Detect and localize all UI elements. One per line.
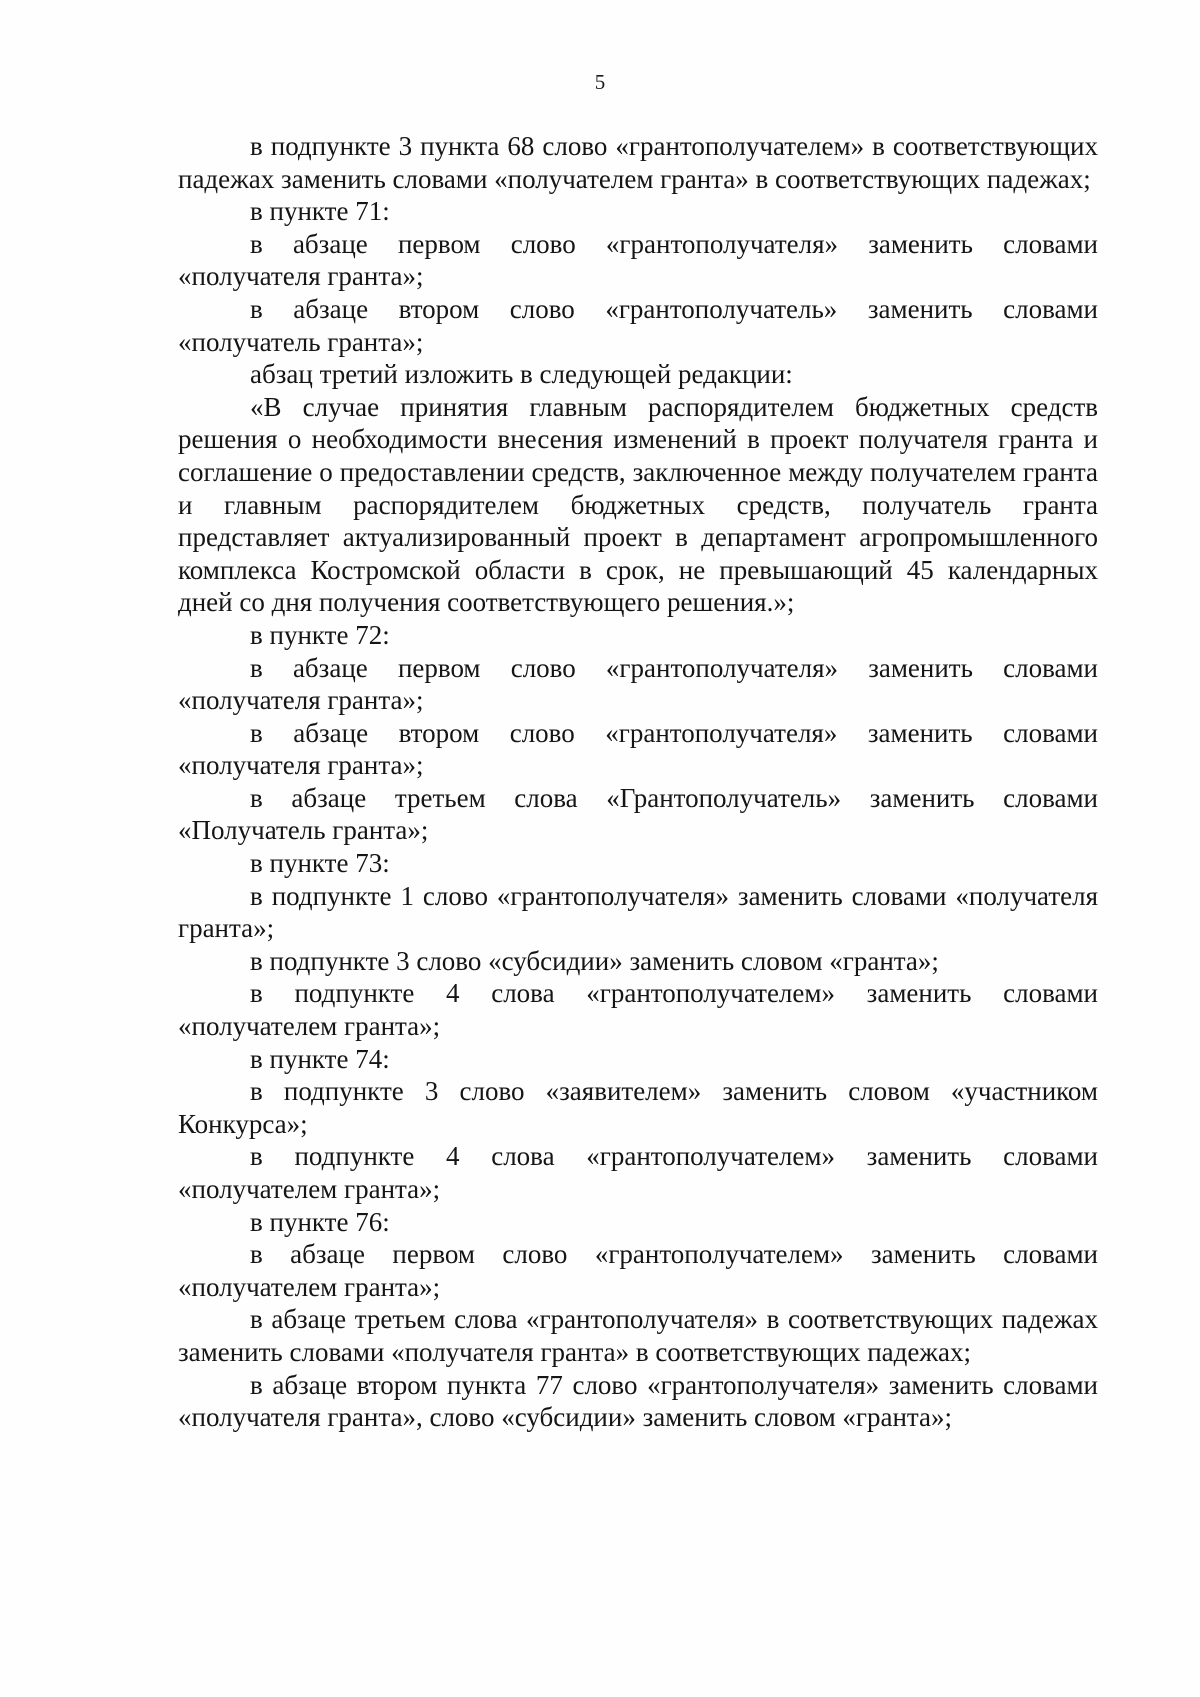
- paragraph: в абзаце третьем слова «Грантополучатель» заменить словами «Получатель гранта»;: [178, 782, 1098, 846]
- paragraph: в абзаце первом слово «грантополучателя» заменить словами «получателя гранта»;: [178, 652, 1098, 716]
- paragraph: в абзаце первом слово «грантополучателя» заменить словами «получателя гранта»;: [178, 228, 1098, 292]
- paragraph: в подпункте 1 слово «грантополучателя» заменить словами «получателя гранта»;: [178, 880, 1098, 944]
- paragraph: в пункте 74:: [250, 1043, 390, 1074]
- paragraph: в пункте 76:: [250, 1206, 390, 1237]
- paragraph: в подпункте 4 слова «грантополучателем» заменить словами «получателем гранта»;: [178, 978, 1098, 1042]
- page-number: 5: [594, 70, 606, 94]
- paragraph: в абзаце втором пункта 77 слово «грантополучателя» заменить словами «получателя гранта», слово «субсидии» заменить словом «гранта»;: [178, 1369, 1098, 1433]
- paragraph: в абзаце первом слово «грантополучателем» заменить словами «получателем гранта»;: [178, 1239, 1098, 1302]
- paragraph: в абзаце втором слово «грантополучателя» заменить словами «получателя гранта»;: [178, 717, 1098, 781]
- paragraph: абзац третий изложить в следующей редакции:: [250, 359, 793, 390]
- paragraph: «В случае принятия главным распорядителем бюджетных средств решения о необходимости внесения изменений в проект получателя гранта и соглашение о предоставлении средств, заключенное между получателем гранта и главным распорядителем бюджетных средств, получатель гранта представляет актуализированный проект в департамент агропромышленного комплекса Костромской области в срок, не превышающий 45 календарных дней со дня получения соответствующего решения.»;: [178, 391, 1098, 618]
- paragraph: в подпункте 3 пункта 68 слово «грантополучателем» в соответствующих падежах заменить словами «получателем гранта» в соответствующих падежах;: [178, 131, 1098, 194]
- paragraph: в подпункте 3 слово «заявителем» заменить словом «участником Конкурса»;: [178, 1076, 1098, 1139]
- paragraph: в пункте 72:: [250, 619, 390, 650]
- paragraph: в абзаце втором слово «грантополучатель» заменить словами «получатель гранта»;: [178, 293, 1098, 357]
- paragraph: в подпункте 3 слово «субсидии» заменить словом «гранта»;: [250, 945, 939, 976]
- paragraph: в абзаце третьем слова «грантополучателя» в соответствующих падежах заменить словами «получателя гранта» в соответствующих падежах;: [178, 1304, 1098, 1367]
- paragraph: в пункте 73:: [250, 848, 390, 879]
- document-body: [178, 130, 1098, 1434]
- paragraph: в подпункте 4 слова «грантополучателем» заменить словами «получателем гранта»;: [178, 1141, 1098, 1204]
- paragraph: в пункте 71:: [250, 196, 390, 227]
